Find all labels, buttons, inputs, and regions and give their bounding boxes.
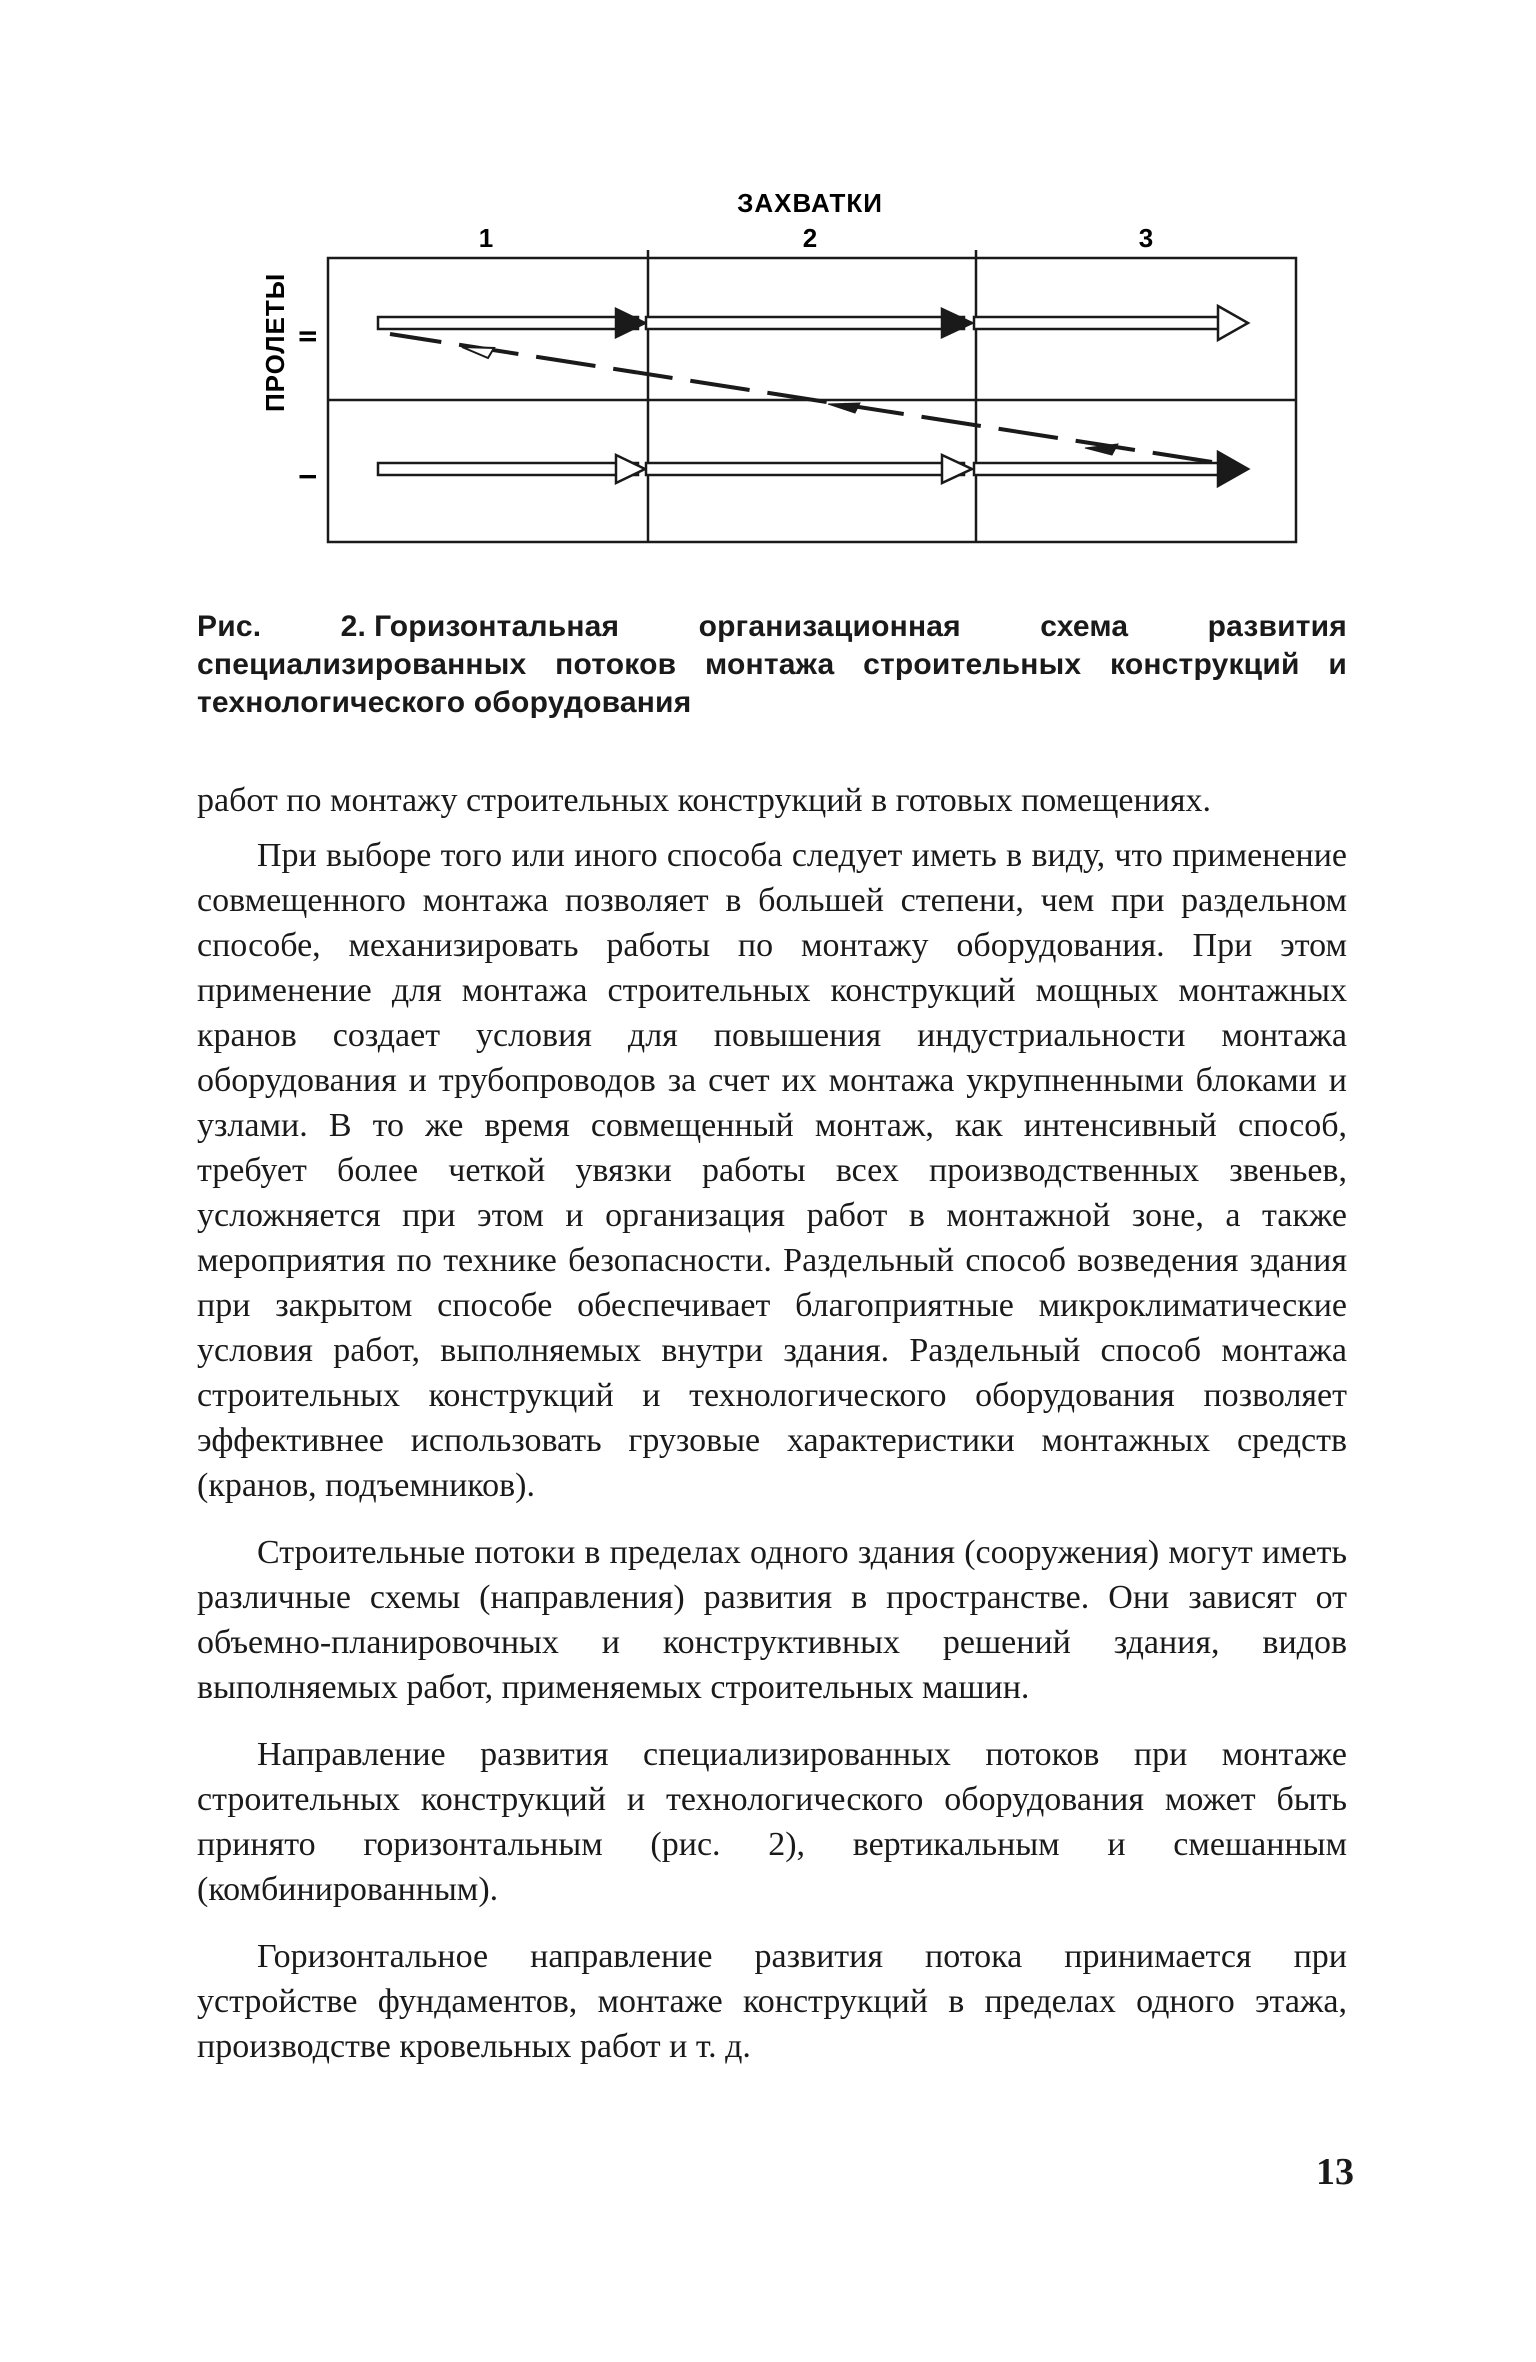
- paragraph-continued: работ по монтажу строительных конструкций в готовых помещениях.: [197, 782, 1212, 819]
- page-number: 13: [1316, 2151, 1354, 2193]
- arrowhead-ii-1: [616, 309, 645, 337]
- arrowhead-i-1: [616, 455, 645, 483]
- caption-text: Горизонтальная организационная схема развития специализированных потоков монтажа строительных конструкций и технологического оборудования: [197, 610, 1347, 719]
- dashed-return-line: [390, 334, 1212, 462]
- flow-arrow-i-3: [974, 463, 1224, 475]
- arrowhead-ii-2: [942, 309, 972, 337]
- paragraph-2: При выборе того или иного способа следует иметь в виду, что применение совмещенного монтажа позволяет в большей степени, чем при раздельном способе, механизировать работы по монтажу оборудования. При этом применение для монтажа строительных конструкций мощных монтажных кранов создает условия для повышения индустриальности монтажа оборудования и трубопроводов за счет их монтажа укрупненными блоками и узлами. В то же время совмещенный монтаж, как интенсивный способ, требует более четкой увязки работы всех производственных звеньев, усложняется при этом и организация работ в монтажной зоне, а также мероприятия по технике безопасности. Раздельный способ возведения здания при закрытом способе обеспечивает благоприятные микроклиматические условия работ, выполняемых внутри здания. Раздельный способ монтажа строительных конструкций и технологического оборудования позволяет эффективнее использовать грузовые характеристики монтажных средств (кранов, подъемников).: [197, 837, 1347, 1504]
- flow-arrow-ii-3: [974, 317, 1224, 329]
- flow-arrows-row-i: [378, 452, 1248, 486]
- dashed-arrowhead-3: [462, 347, 494, 358]
- flow-arrow-ii-2: [646, 317, 964, 329]
- paragraph-3: Строительные потоки в пределах одного здания (сооружения) могут иметь различные схемы (направления) развития в пространстве. Они зависят от объемно-планировочных и конструктивных решений здания, видов выполняемых работ, применяемых строительных машин.: [197, 1534, 1347, 1706]
- arrowhead-i-3: [1218, 452, 1248, 486]
- paragraph-5: Горизонтальное направление развития потока принимается при устройстве фундаментов, монтаже конструкций в пределах одного этажа, производстве кровельных работ и т. д.: [197, 1938, 1347, 2065]
- flow-arrows-row-ii: [378, 306, 1248, 340]
- column-number-3: 3: [1138, 223, 1154, 253]
- arrowhead-ii-3: [1218, 306, 1248, 340]
- flow-arrow-i-2: [646, 463, 964, 475]
- arrowhead-i-2: [942, 455, 972, 483]
- grid: [328, 250, 1296, 542]
- column-number-2: 2: [802, 223, 818, 253]
- row-numeral-i: I: [295, 473, 322, 480]
- body-text: [197, 778, 1347, 2069]
- dashed-arrowhead-2: [828, 403, 860, 413]
- figure-caption: [197, 608, 1347, 722]
- dashed-return-path: [390, 334, 1212, 462]
- caption-label: Рис. 2.: [197, 610, 367, 643]
- paragraph-4: Направление развития специализированных потоков при монтаже строительных конструкций и технологического оборудования может быть принято горизонтальным (рис. 2), вертикальным и смешанным (комбинированным).: [197, 1736, 1347, 1908]
- dashed-arrowhead-1: [1085, 444, 1118, 455]
- diagram-svg: [0, 0, 1536, 560]
- flow-diagram: [0, 0, 1536, 560]
- row-numeral-ii: II: [295, 329, 322, 343]
- proleti-label: ПРОЛЕТЫ: [260, 272, 290, 412]
- flow-arrow-i-1: [378, 463, 638, 475]
- column-number-1: 1: [478, 223, 494, 253]
- zakhvatki-label: ЗАХВАТКИ: [737, 188, 883, 218]
- flow-arrow-ii-1: [378, 317, 638, 329]
